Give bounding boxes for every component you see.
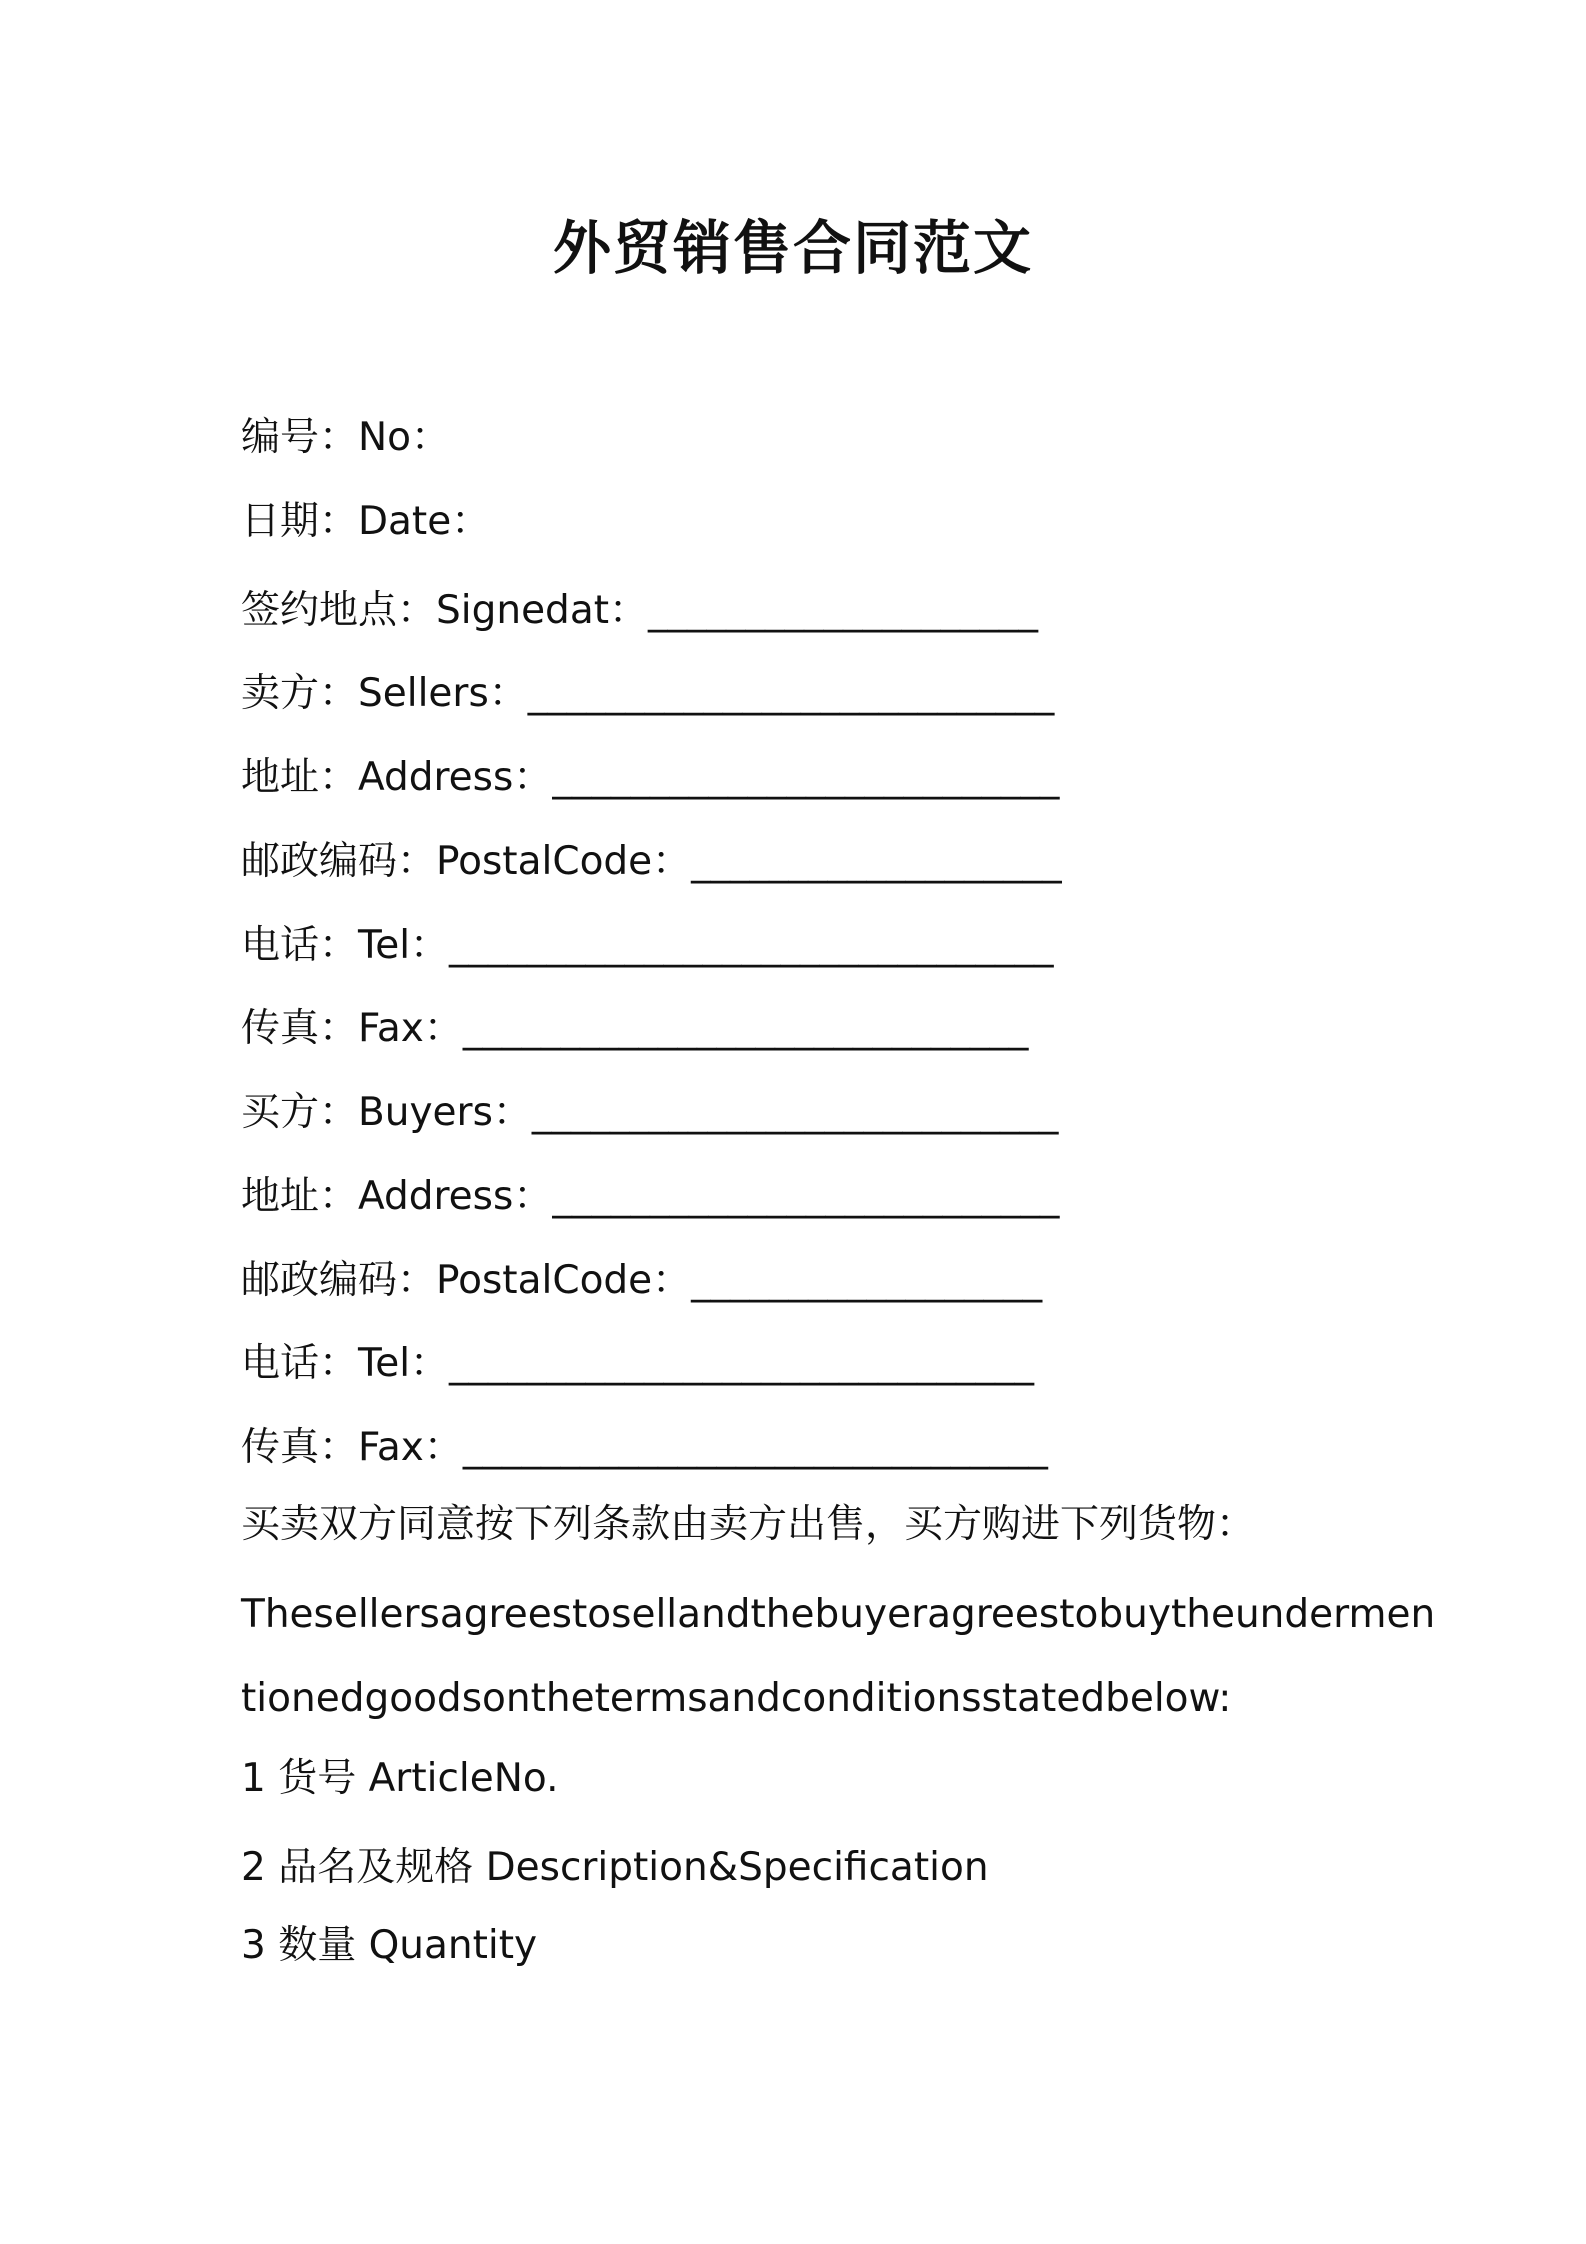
field-sellers: 卖方：Sellers：___________________________ bbox=[241, 671, 1055, 716]
field-seller-tel: 电话：Tel：_______________________________ bbox=[241, 923, 1054, 968]
agreement-en-line1: Thesellersagreestosellandthebuyeragreestobuytheundermen bbox=[241, 1592, 1436, 1637]
item-article-no: 1 货号 ArticleNo. bbox=[241, 1756, 559, 1801]
item-quantity: 3 数量 Quantity bbox=[241, 1923, 538, 1968]
field-signed-at: 签约地点：Signedat：____________________ bbox=[241, 588, 1039, 633]
document-title: 外贸销售合同范文 bbox=[552, 214, 1033, 282]
field-seller-fax: 传真：Fax：_____________________________ bbox=[241, 1006, 1029, 1051]
field-buyer-tel: 电话：Tel：______________________________ bbox=[241, 1341, 1035, 1386]
agreement-zh: 买卖双方同意按下列条款由卖方出售，买方购进下列货物： bbox=[241, 1502, 1256, 1547]
item-description: 2 品名及规格 Description&Specification bbox=[241, 1845, 989, 1890]
field-buyer-fax: 传真：Fax：______________________________ bbox=[241, 1425, 1048, 1470]
field-date: 日期：Date： bbox=[241, 499, 491, 544]
field-seller-address: 地址：Address：__________________________ bbox=[241, 755, 1060, 800]
agreement-en-line2: tionedgoodsonthetermsandconditionsstatedbelow: bbox=[241, 1676, 1232, 1721]
field-number: 编号：No： bbox=[241, 415, 451, 460]
field-buyers: 买方：Buyers：___________________________ bbox=[241, 1090, 1059, 1135]
field-seller-postal-code: 邮政编码：PostalCode：___________________ bbox=[241, 839, 1062, 884]
field-buyer-address: 地址：Address：__________________________ bbox=[241, 1174, 1060, 1219]
field-buyer-postal-code: 邮政编码：PostalCode：__________________ bbox=[241, 1258, 1043, 1303]
